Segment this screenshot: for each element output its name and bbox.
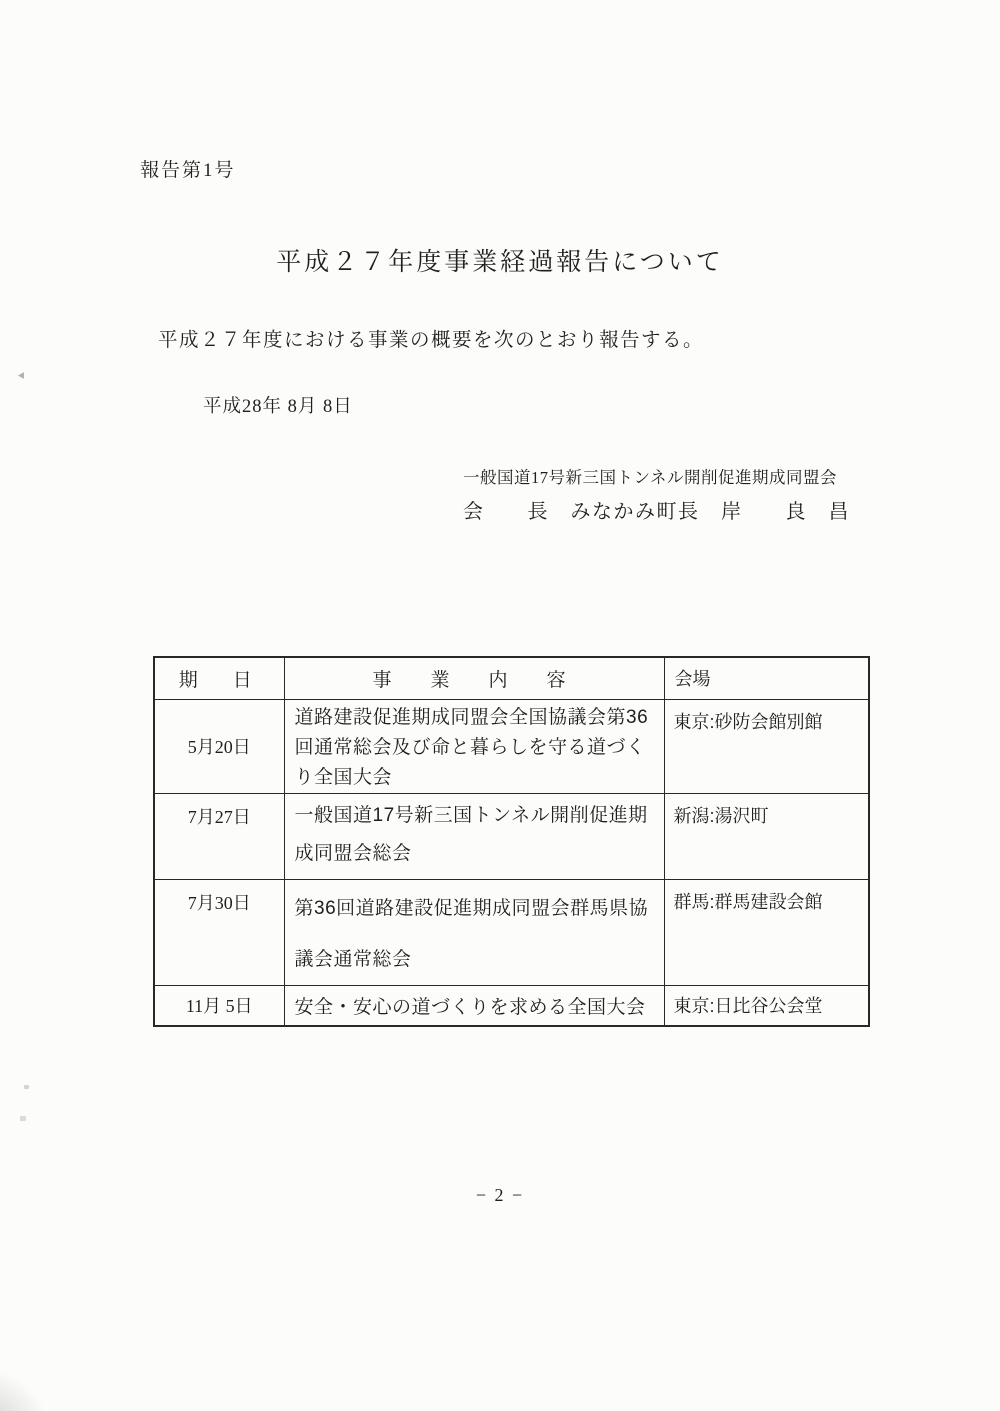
table-row bbox=[154, 699, 869, 793]
scan-artifact bbox=[20, 1116, 26, 1121]
cell-content: 第36回道路建設促進期成同盟会群馬県協議会通常総会 bbox=[284, 879, 664, 986]
col-header-venue: 会場 bbox=[664, 657, 869, 699]
cell-date: 7月27日 bbox=[154, 793, 284, 879]
cell-date: 7月30日 bbox=[154, 879, 284, 986]
page-number: − 2 − bbox=[475, 1185, 525, 1205]
cell-content: 安全・安心の道づくりを求める全国大会 bbox=[284, 986, 664, 1026]
signature-block bbox=[463, 464, 863, 524]
cell-venue: 東京:砂防会館別館 bbox=[664, 699, 869, 793]
table-row bbox=[154, 986, 869, 1026]
cell-date: 11月 5日 bbox=[154, 986, 284, 1026]
col-header-date: 期 日 bbox=[154, 657, 284, 699]
page-title: 平成２７年度事業経過報告について bbox=[276, 249, 724, 276]
cell-content: 一般国道17号新三国トンネル開削促進期成同盟会総会 bbox=[284, 793, 664, 879]
cell-venue: 新潟:湯沢町 bbox=[664, 793, 869, 879]
chairman-line: 会 長 みなかみ町長 岸 良 昌 bbox=[463, 501, 850, 523]
cell-venue: 群馬:群馬建設会館 bbox=[664, 879, 869, 986]
scan-corner-shadow bbox=[0, 1359, 60, 1411]
cell-content: 道路建設促進期成同盟会全国協議会第36回通常総会及び命と暮らしを守る道づくり全国大会 bbox=[284, 699, 664, 793]
report-date: 平成28年 8月 8日 bbox=[203, 397, 353, 417]
scan-artifact bbox=[24, 1085, 29, 1089]
intro-text: 平成２７年度における事業の概要を次のとおり報告する。 bbox=[158, 330, 705, 351]
scan-artifact bbox=[18, 372, 24, 379]
table-header-row bbox=[154, 657, 869, 699]
table-row bbox=[154, 793, 869, 879]
cell-venue: 東京:日比谷公会堂 bbox=[664, 986, 869, 1026]
organization-name: 一般国道17号新三国トンネル開削促進期成同盟会 bbox=[463, 468, 838, 487]
col-header-content: 事 業 内 容 bbox=[284, 657, 664, 699]
cell-date: 5月20日 bbox=[154, 699, 284, 793]
doc-number: 報告第1号 bbox=[140, 160, 236, 181]
table-row bbox=[154, 879, 869, 986]
schedule-table bbox=[153, 656, 870, 1027]
